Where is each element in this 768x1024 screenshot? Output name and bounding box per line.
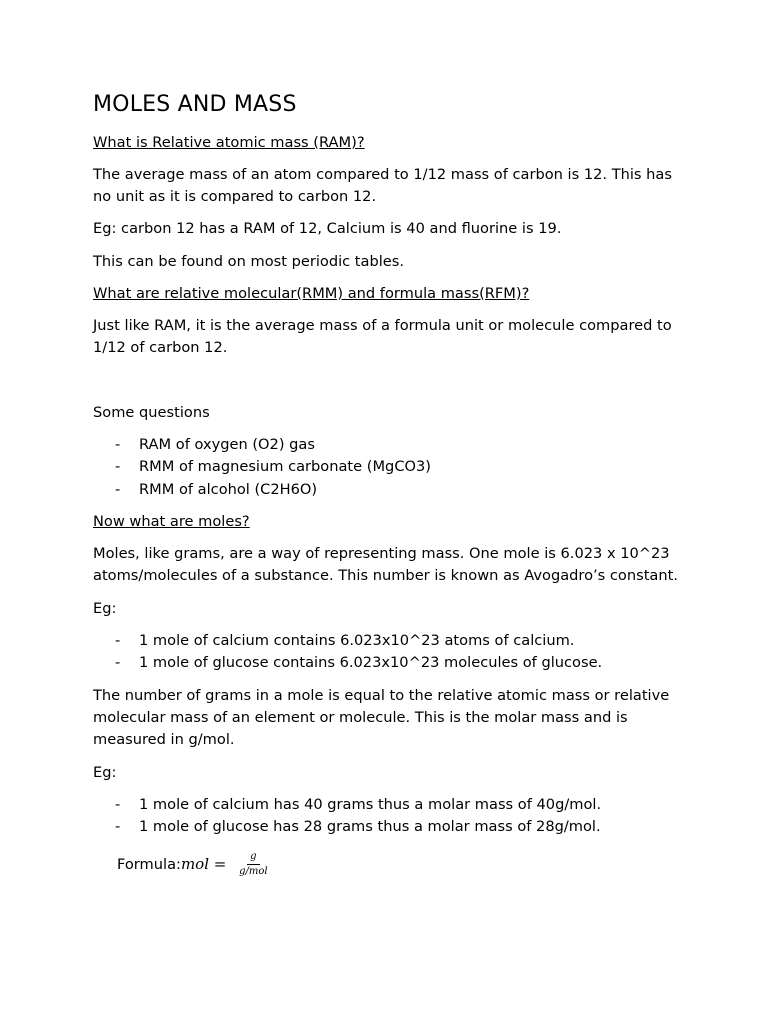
paragraph-ram-example: Eg: carbon 12 has a RAM of 12, Calcium is 40 and fluorine is 19. <box>93 220 562 237</box>
bullet-dash: - <box>115 632 121 649</box>
list-item <box>115 652 675 674</box>
formula-label: Formula: <box>117 855 181 873</box>
example-label: Eg: <box>93 764 117 781</box>
formula-expression <box>181 851 271 878</box>
paragraph-molar-mass-line-3: measured in g/mol. <box>93 731 235 748</box>
bullet-dash: - <box>115 818 121 835</box>
paragraph-moles-definition-line-2: atoms/molecules of a substance. This number is known as Avogadro’s constant. <box>93 567 678 584</box>
formula-line <box>117 846 271 882</box>
bullet-dash: - <box>115 458 121 475</box>
paragraph-moles-definition-line-1: Moles, like grams, are a way of representing mass. One mole is 6.023 x 10^23 <box>93 545 670 562</box>
list-item <box>115 630 675 652</box>
paragraph-ram-definition-line-2: no unit as it is compared to carbon 12. <box>93 188 377 205</box>
example-text: 1 mole of calcium contains 6.023x10^23 atoms of calcium. <box>139 632 575 649</box>
paragraph-rmm-definition-line-1: Just like RAM, it is the average mass of a formula unit or molecule compared to <box>93 317 672 334</box>
paragraph-periodic-tables: This can be found on most periodic tables. <box>93 253 405 270</box>
example-label: Eg: <box>93 600 117 617</box>
heading-rmm-question: What are relative molecular(RMM) and formula mass(RFM)? <box>93 285 530 302</box>
example-text: 1 mole of glucose contains 6.023x10^23 molecules of glucose. <box>139 654 603 671</box>
list-item <box>115 456 675 478</box>
formula-fraction <box>236 851 270 878</box>
formula-numerator: g <box>247 851 259 865</box>
bullet-dash: - <box>115 436 121 453</box>
bullet-dash: - <box>115 481 121 498</box>
paragraph-molar-mass-line-2: molecular mass of an element or molecule. This is the molar mass and is <box>93 709 628 726</box>
formula-denominator: g/mol <box>239 865 268 877</box>
question-text: RMM of alcohol (C2H6O) <box>139 481 318 498</box>
list-item <box>115 434 675 456</box>
list-item <box>115 479 675 501</box>
example-text: 1 mole of calcium has 40 grams thus a molar mass of 40g/mol. <box>139 796 602 813</box>
formula-equals: = <box>209 855 232 873</box>
paragraph-ram-definition-line-1: The average mass of an atom compared to 1/12 mass of carbon is 12. This has <box>93 166 672 183</box>
question-text: RAM of oxygen (O2) gas <box>139 436 315 453</box>
questions-heading: Some questions <box>93 404 210 421</box>
question-text: RMM of magnesium carbonate (MgCO3) <box>139 458 431 475</box>
heading-moles-question: Now what are moles? <box>93 513 250 530</box>
bullet-dash: - <box>115 654 121 671</box>
bullet-dash: - <box>115 796 121 813</box>
heading-ram-question: What is Relative atomic mass (RAM)? <box>93 134 365 151</box>
list-item <box>115 794 675 816</box>
formula-lhs: mol <box>180 855 209 873</box>
page-title: MOLES AND MASS <box>93 92 297 117</box>
paragraph-rmm-definition-line-2: 1/12 of carbon 12. <box>93 339 228 356</box>
example-text: 1 mole of glucose has 28 grams thus a molar mass of 28g/mol. <box>139 818 601 835</box>
paragraph-molar-mass-line-1: The number of grams in a mole is equal to the relative atomic mass or relative <box>93 687 670 704</box>
list-item <box>115 816 675 838</box>
